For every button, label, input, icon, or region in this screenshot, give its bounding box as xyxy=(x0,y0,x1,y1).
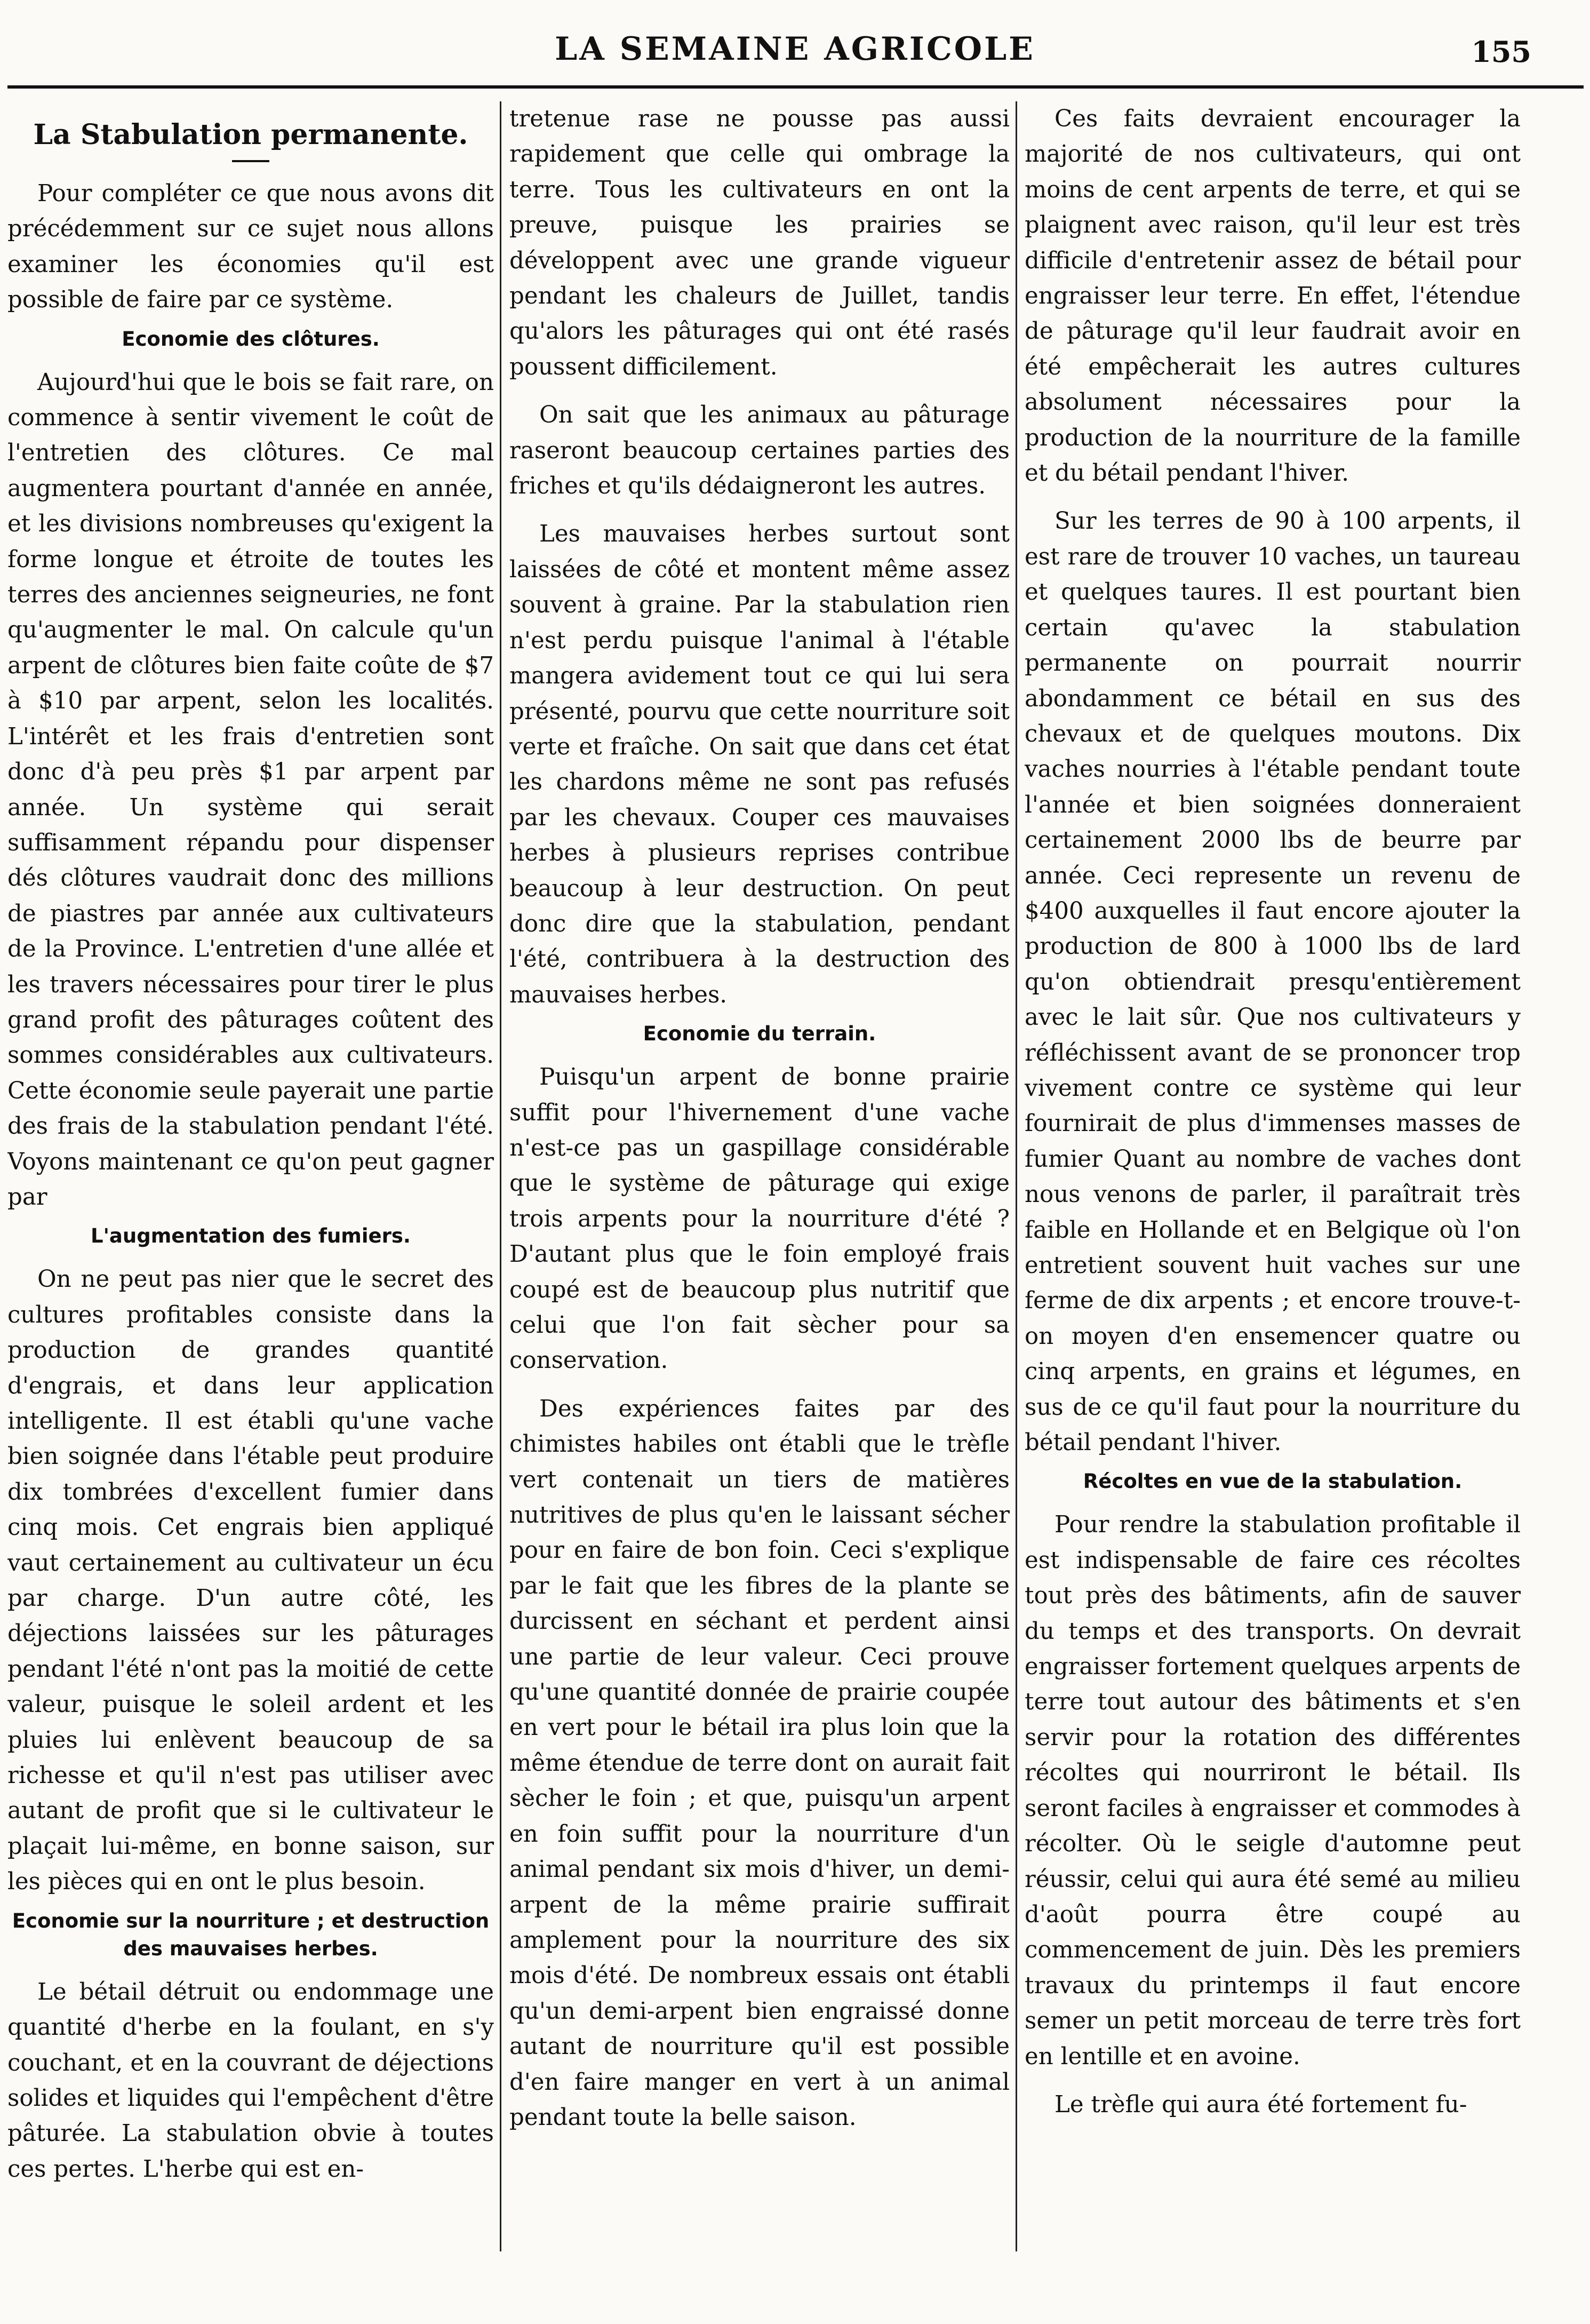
section-heading: L'augmentation des fumiers. xyxy=(91,1224,411,1248)
section-heading: Economie sur la nourriture ; et destruction des mauvaises herbes. xyxy=(12,1909,490,1960)
column-divider xyxy=(500,101,501,2251)
page-number: 155 xyxy=(1471,35,1531,69)
paragraph: Pour rendre la stabulation profitable il est indispensable de faire ces récoltes tout près des bâtiments, afin de sauver du temps et des transports. On devrait engraisser fortement quelques arpents de terre tout autour des bâtiments et s'en servir pour la rotation des différentes récoltes qui nourriront le bétail. Ils seront faciles à engraisser et commodes à récolter. Où le seigle d'automne peut réussir, celui qui aura été semé au milieu d'août pourra être coupé au commencement de juin. Dès les premiers travaux du printemps il faut encore semer un petit morceau de terre très fort en lentille et en avoine. xyxy=(1025,1511,1521,2070)
paragraph: On ne peut pas nier que le secret des cultures profitables consiste dans la production de grandes quantité d'engrais, et dans leur application intelligente. Il est établi qu'une vache bien soignée dans l'étable peut produire dix tombrées d'excellent fumier dans cinq mois. Cet engrais bien appliqué vaut certainement au cultivateur un écu par charge. D'un autre côté, les déjections laissées sur les pâturages pendant l'été n'ont pas la moitié de cette valeur, puisque le soleil ardent et les pluies lui enlèvent beaucoup de sa richesse et qu'il n'est pas utiliser avec autant de profit que si le cultivateur le plaçait lui-même, en bonne saison, sur les pièces qui en ont le plus besoin. xyxy=(7,1266,494,1896)
paragraph: On sait que les animaux au pâturage raseront beaucoup certaines parties des friches et qu'ils dédaigneront les autres. xyxy=(509,402,1010,500)
column-1 xyxy=(7,101,494,2246)
title-dash xyxy=(232,160,269,162)
header-rule xyxy=(7,85,1584,89)
paragraph: tretenue rase ne pousse pas aussi rapidement que celle qui ombrage la terre. Tous les cultivateurs en ont la preuve, puisque les prairies se développent avec une grande vigueur pendant les chaleurs de Juillet, tandis qu'alors les pâturages qui ont été rasés poussent difficilement. xyxy=(509,106,1010,380)
section-heading: Economie des clôtures. xyxy=(122,327,380,351)
paragraph: Le trèfle qui aura été fortement fu- xyxy=(1054,2091,1467,2118)
paragraph: Le bétail détruit ou endommage une quantité d'herbe en la foulant, en s'y couchant, et en la couvrant de déjections solides et liquides qui l'empêchent d'être pâturée. La stabulation obvie à toutes ces pertes. L'herbe qui est en- xyxy=(7,1978,494,2183)
column-2 xyxy=(509,101,1010,2246)
paragraph: Aujourd'hui que le bois se fait rare, on commence à sentir vivement le coût de l'entretien des clôtures. Ce mal augmentera pourtant d'année en année, et les divisions nombreuses qu'exigent la forme longue et étroite de toutes les terres des anciennes seigneuries, ne font qu'augmenter le mal. On calcule qu'un arpent de clôtures bien faite coûte de $7 à $10 par arpent, selon les localités. L'intérêt et les frais d'entretien sont donc d'à peu près $1 par arpent par année. Un système qui serait suffisamment répandu pour dispenser dés clôtures vaudrait donc des millions de piastres par année aux cultivateurs de la Province. L'entretien d'une allée et les travers nécessaires pour tirer le plus grand profit des pâturages coûtent des sommes considérables aux cultivateurs. Cette économie seule payerait une partie des frais de la stabulation pendant l'été. Voyons maintenant ce qu'on peut gagner par xyxy=(7,369,494,1211)
article-title: La Stabulation permanente. xyxy=(33,118,468,151)
paragraph: Les mauvaises herbes surtout sont laissées de côté et montent même assez souvent à graine. Par la stabulation rien n'est perdu puisque l'animal à l'étable mangera avidement tout ce qui lui sera présenté, pourvu que cette nourriture soit verte et fraîche. On sait que dans cet état les chardons même ne sont pas refusés par les chevaux. Couper ces mauvaises herbes à plusieurs reprises contribue beaucoup à leur destruction. On peut donc dire que la stabulation, pendant l'été, contribuera à la destruction des mauvaises herbes. xyxy=(509,521,1010,1008)
paragraph: Puisqu'un arpent de bonne prairie suffit pour l'hivernement d'une vache n'est-ce pas un gaspillage considérable que le système de pâturage qui exige trois arpents pour la nourriture d'été ? D'autant plus que le foin employé frais coupé est de beaucoup plus nutritif que celui que l'on fait sècher pour sa conservation. xyxy=(509,1064,1010,1374)
paragraph: Ces faits devraient encourager la majorité de nos cultivateurs, qui ont moins de cent arpents de terre, et qui se plaignent avec raison, qu'il leur est très difficile d'entretenir assez de bétail pour engraisser leur terre. En effet, l'étendue de pâturage qu'il leur faudrait avoir en été empêcherait les autres cultures absolument nécessaires pour la production de la nourriture de la famille et du bétail pendant l'hiver. xyxy=(1025,106,1521,487)
paragraph: Des expériences faites par des chimistes habiles ont établi que le trèfle vert contenait un tiers de matières nutritives de plus qu'en le laissant sécher pour en faire de bon foin. Ceci s'explique par le fait que les fibres de la plante se durcissent en séchant et perdent ainsi une partie de leur valeur. Ceci prouve qu'une quantité donnée de prairie coupée en vert pour le bétail ira plus loin que la même étendue de terre dont on aurait fait sècher le foin ; et que, puisqu'un arpent en foin suffit pour la nourriture d'un animal pendant six mois d'hiver, un demi-arpent de la même prairie suffirait amplement pour la nourriture des six mois d'été. De nombreux essais ont établi qu'un demi-arpent bien engraissé donne autant de nourriture qu'il est possible d'en faire manger en vert à un animal pendant toute la belle saison. xyxy=(509,1395,1010,2131)
section-heading: Récoltes en vue de la stabulation. xyxy=(1083,1470,1463,1493)
column-divider xyxy=(1016,101,1017,2251)
journal-title: LA SEMAINE AGRICOLE xyxy=(555,30,1035,68)
paragraph: Pour compléter ce que nous avons dit précédemment sur ce sujet nous allons examiner les économies qu'il est possible de faire par ce système. xyxy=(7,180,494,314)
paragraph: Sur les terres de 90 à 100 arpents, il est rare de trouver 10 vaches, un taureau et quelques taures. Il est pourtant bien certain qu'avec la stabulation permanente on pourrait nourrir abondamment ce bétail en sus des chevaux et de quelques moutons. Dix vaches nourries à l'étable pendant toute l'année et bien soignées donneraient certainement 2000 lbs de beurre par année. Ceci represente un revenu de $400 auxquelles il faut encore ajouter la production de 800 à 1000 lbs de lard qu'on obtiendrait presqu'entièrement avec le lait sûr. Que nos cultivateurs y réfléchissent avant de se prononcer trop vivement contre ce système qui leur fournirait de plus d'immenses masses de fumier Quant au nombre de vaches dont nous venons de parler, il paraîtrait très faible en Hollande et en Belgique où l'on entretient souvent huit vaches sur une ferme de dix arpents ; et encore trouve-t-on moyen d'en ensemencer quatre ou cinq arpents, en grains et légumes, en sus de ce qu'il faut pour la nourriture du bétail pendant l'hiver. xyxy=(1025,508,1521,1457)
column-3 xyxy=(1025,101,1521,2246)
page-header xyxy=(0,0,1590,92)
section-heading: Economie du terrain. xyxy=(643,1022,876,1046)
